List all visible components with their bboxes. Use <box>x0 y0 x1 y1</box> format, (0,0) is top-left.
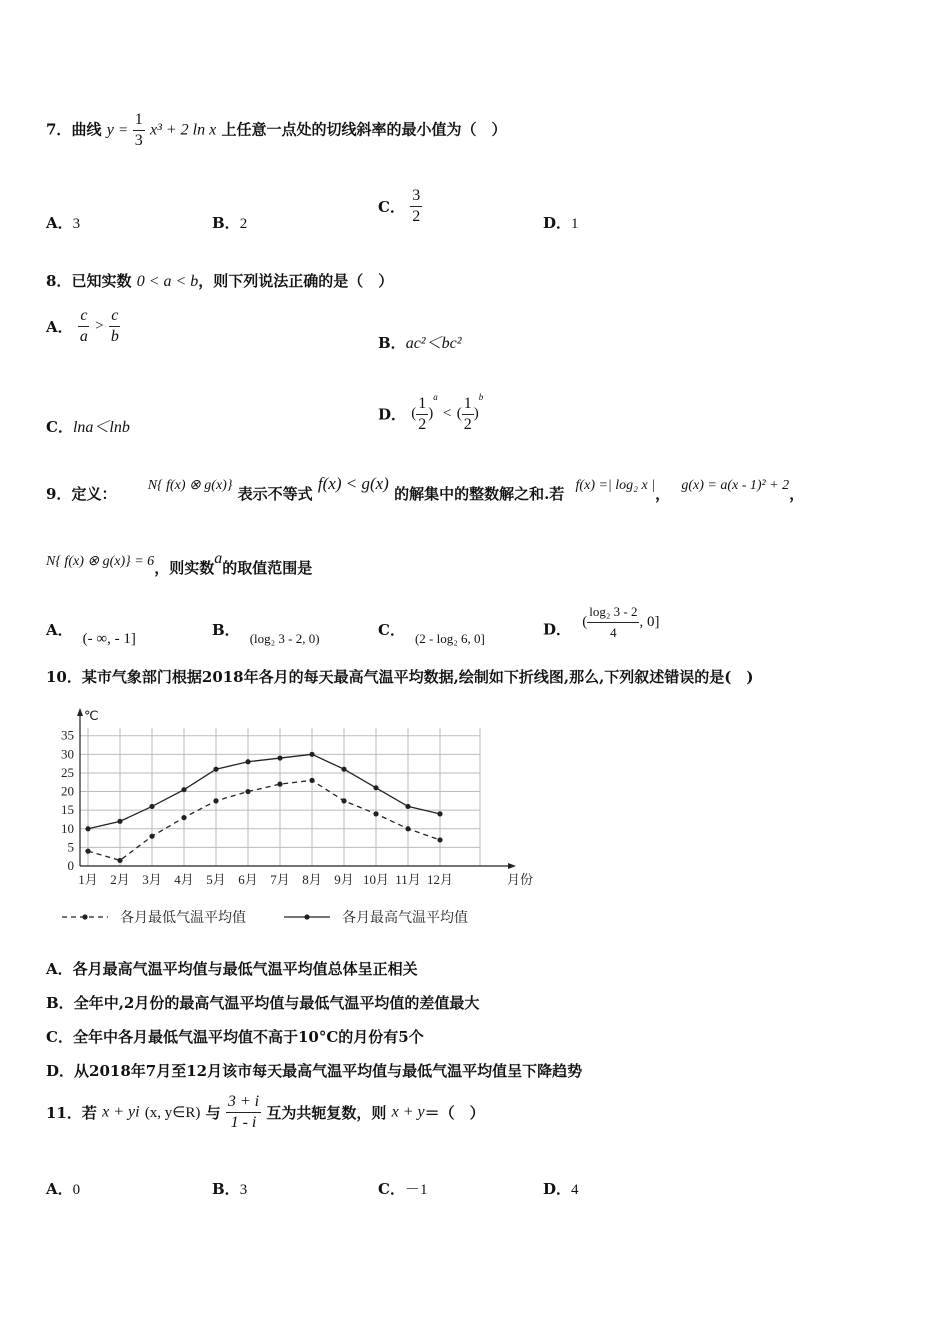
data-point <box>437 837 442 842</box>
inequality: f(x) < g(x) <box>317 474 389 493</box>
x-tick-label: 10月 <box>362 872 390 887</box>
y-tick-label: 10 <box>61 820 74 836</box>
q9-option-b[interactable]: B． (log₂ 3 - 2, 0) <box>212 621 320 646</box>
q10-option-b[interactable]: B．全年中,2月份的最高气温平均值与最低气温平均值的差值最大 <box>46 994 480 1012</box>
data-point <box>405 804 410 809</box>
q10-option-a[interactable]: A．各月最高气温平均值与最低气温平均值总体呈正相关 <box>46 960 418 978</box>
legend-label: 各月最高气温平均值 <box>342 911 468 926</box>
data-point <box>149 804 154 809</box>
x-axis-label: 月份 <box>506 872 534 887</box>
question-10: 10．某市气象部门根据2018年各月的每天最高气温平均数据,绘制如下折线图,那么,下列叙述错误的是( ) <box>46 668 754 686</box>
data-point <box>341 798 346 803</box>
question-9: 9．定义： N{ f(x) ⊗ g(x)} 表示不等式 f(x) < g(x) 的解集中的整数解之和.若 f(x) =| log₂ x |， g(x) = a(x - 1)² + 2， <box>46 474 805 503</box>
line2-expr: N{ f(x) ⊗ g(x)} = 6 <box>46 554 155 569</box>
data-point <box>85 826 90 831</box>
x-tick-label: 1月 <box>78 872 98 887</box>
question-lead: 曲线 <box>71 120 102 139</box>
data-point <box>405 826 410 831</box>
data-point <box>85 849 90 854</box>
data-point <box>437 811 442 816</box>
y-tick-label: 30 <box>61 746 74 762</box>
condition: 0 < a < b <box>136 273 199 290</box>
q7-option-d[interactable]: D．1 <box>543 214 579 232</box>
data-point <box>245 759 250 764</box>
legend-marker <box>82 914 87 919</box>
data-point <box>309 752 314 757</box>
q7-option-c[interactable]: C． $\frac{3}{2}$ <box>378 187 421 225</box>
def-expr: N{ f(x) ⊗ g(x)} <box>147 478 233 493</box>
data-point <box>213 767 218 772</box>
data-point <box>341 767 346 772</box>
data-point <box>245 789 250 794</box>
q11-option-c[interactable]: C．－1 <box>378 1180 428 1198</box>
data-point <box>277 782 282 787</box>
data-point <box>149 834 154 839</box>
q8-option-d[interactable]: D． ( $\frac{1}{2}$ )$^a$ < ( $\frac{1}{2}$ )$^b$ <box>378 392 484 433</box>
q9-option-d[interactable]: D． ( $\frac{\text{log₂ 3 - 2}}{4}$ , 0] <box>543 604 660 640</box>
formula-fraction: $\frac{1}{3}$ <box>134 111 143 149</box>
formula-rest: x³ + 2 ln x <box>149 121 217 139</box>
g-definition: g(x) = a(x - 1)² + 2 <box>681 478 790 493</box>
x-tick-label: 6月 <box>238 872 258 887</box>
q11-option-a[interactable]: A．0 <box>46 1180 81 1198</box>
formula-y: y <box>106 121 114 139</box>
question-8: 8．已知实数 0 < a < b，则下列说法正确的是（ ） <box>46 272 394 290</box>
question-9-line2: N{ f(x) ⊗ g(x)} = 6，则实数a的取值范围是 <box>46 550 313 577</box>
data-point <box>181 787 186 792</box>
y-tick-label: 35 <box>61 727 74 743</box>
q7-option-a[interactable]: A．3 <box>46 214 81 232</box>
question-7 <box>46 110 506 151</box>
question-number: 7． <box>46 120 72 139</box>
data-point <box>373 811 378 816</box>
q10-option-d[interactable]: D．从2018年7月至12月该市每天最高气温平均值与最低气温平均值呈下降趋势 <box>46 1062 583 1080</box>
q8-option-a[interactable]: A． $\frac{c}{a}$ > $\frac{c}{b}$ <box>46 307 119 345</box>
data-point <box>277 755 282 760</box>
data-point <box>373 785 378 790</box>
q11-option-b[interactable]: B．3 <box>212 1180 248 1198</box>
data-point <box>117 858 122 863</box>
x-tick-label: 4月 <box>174 872 194 887</box>
formula-eq: = <box>119 122 128 139</box>
data-point <box>117 819 122 824</box>
x-tick-label: 3月 <box>142 872 162 887</box>
temperature-line-chart <box>44 706 534 936</box>
x-tick-label: 2月 <box>110 872 130 887</box>
x-axis-arrow <box>508 863 516 869</box>
y-tick-label: 0 <box>67 858 74 873</box>
q9-option-a[interactable]: A． (- ∞, - 1] <box>46 621 136 647</box>
x-tick-label: 12月 <box>426 872 454 887</box>
y-axis-label: ℃ <box>84 708 99 723</box>
x-tick-label: 9月 <box>334 872 354 887</box>
option-fraction: $\frac{3}{2}$ <box>412 187 421 225</box>
x-tick-label: 8月 <box>302 872 322 887</box>
y-tick-label: 15 <box>61 802 74 818</box>
data-point <box>309 778 314 783</box>
q7-option-b[interactable]: B．2 <box>212 214 248 232</box>
y-tick-label: 25 <box>61 764 74 780</box>
legend-marker <box>304 914 309 919</box>
x-tick-label: 7月 <box>270 872 290 887</box>
question-11: 11．若 x + yi (x, y∈R) 与 $\frac{3 + i}{1 - i}$ 互为共轭复数，则 x + y＝（ ） <box>46 1093 485 1131</box>
data-point <box>181 815 186 820</box>
y-tick-label: 20 <box>61 783 74 799</box>
q8-option-c[interactable]: C．lna＜lnb <box>46 418 130 436</box>
q9-option-c[interactable]: C． (2 - log₂ 6, 0] <box>378 621 485 646</box>
x-tick-label: 5月 <box>206 872 226 887</box>
data-point <box>213 798 218 803</box>
question-tail: 上任意一点处的切线斜率的最小值为（ ） <box>221 120 507 139</box>
q8-option-b[interactable]: B．ac²＜bc² <box>378 334 462 352</box>
q10-option-c[interactable]: C．全年中各月最低气温平均值不高于10°C的月份有5个 <box>46 1028 424 1046</box>
y-axis-arrow <box>77 708 83 716</box>
legend-label: 各月最低气温平均值 <box>120 911 246 926</box>
series-line-min <box>88 780 440 860</box>
y-tick-label: 5 <box>67 839 74 855</box>
f-definition: f(x) =| log₂ x | <box>575 478 656 493</box>
x-tick-label: 11月 <box>395 872 421 887</box>
q11-option-d[interactable]: D．4 <box>543 1180 579 1198</box>
